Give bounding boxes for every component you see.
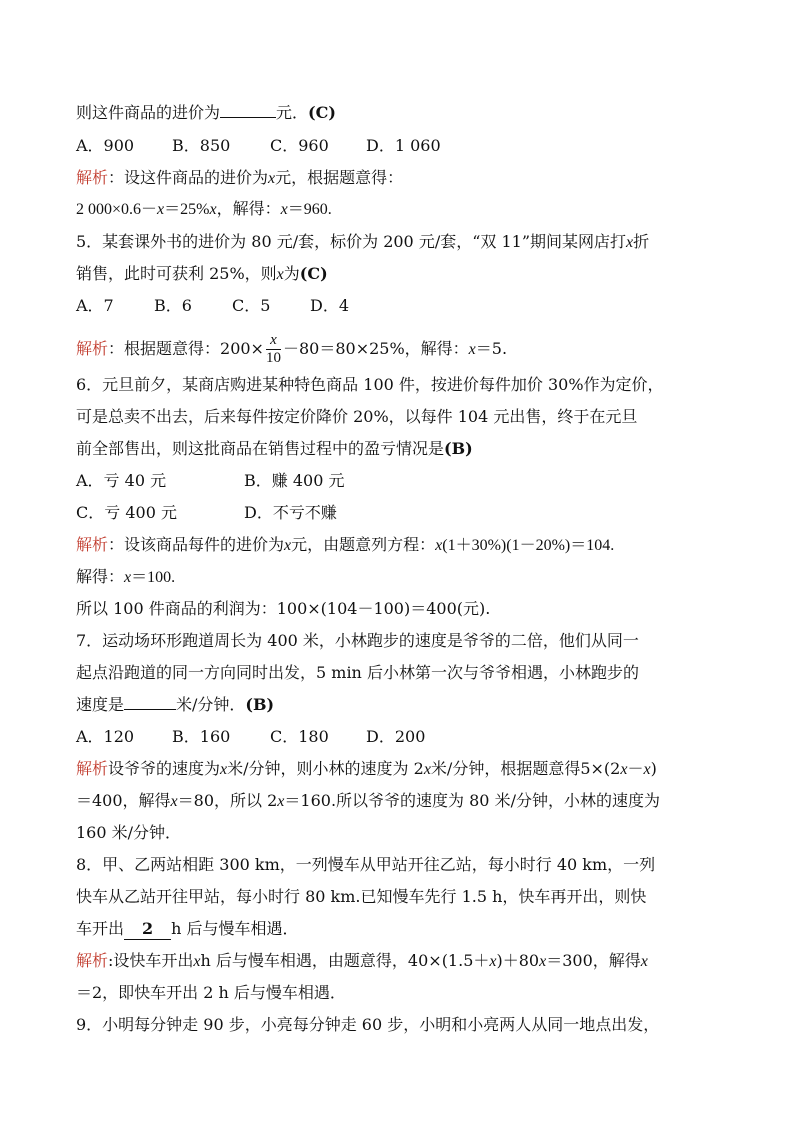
analysis-label: 解析 [76, 951, 109, 970]
q5-option-c: C．5 [232, 296, 271, 315]
question-text: 车开出 [76, 919, 125, 938]
analysis-text: ) [650, 759, 657, 778]
var-x: x [170, 793, 178, 810]
var-x: x [193, 953, 201, 970]
q6-line3 [76, 439, 473, 459]
var-x: x [284, 537, 292, 554]
q5-analysis [76, 332, 507, 367]
answer-blank [220, 103, 276, 118]
q8-analysis-line1 [76, 951, 648, 972]
analysis-text: ＝160.所以爷爷的速度为 80 米/分钟，小林的速度为 [284, 791, 660, 810]
var-x: x [626, 234, 634, 251]
analysis-text: (1＋30%)(1－20%)＝104. [442, 537, 615, 554]
var-x: x [620, 761, 628, 778]
analysis-text: ，解得： [216, 201, 281, 218]
analysis-text: ＝300，解得 [546, 951, 641, 970]
q7-option-a: A．120 [76, 727, 135, 746]
question-text: 折 [633, 232, 650, 251]
q6-analysis-line2 [76, 567, 175, 588]
q8-line3 [76, 919, 299, 940]
q7-option-b: B．160 [172, 727, 231, 746]
q7-option-d: D．200 [366, 727, 426, 746]
q7-answer: (B) [245, 695, 275, 714]
analysis-text: 米/分钟，则小林的速度为 2 [227, 759, 424, 778]
question-text: 为 [283, 264, 300, 283]
question-text: 销售，此时可获利 25%，则 [76, 264, 277, 283]
analysis-text: 2 000×0.6－ [76, 201, 158, 218]
var-x: x [280, 201, 288, 218]
q7-line2: 起点沿跑道的同一方向同时出发，5 min 后小林第一次与爷爷相遇，小林跑步的 [76, 663, 639, 682]
q7-line3 [76, 695, 274, 715]
analysis-text: ：根据题意得：200× [108, 339, 264, 358]
analysis-text: －80＝80×25%，解得： [282, 339, 469, 358]
q4-analysis-line2 [76, 200, 332, 220]
var-x: x [643, 761, 651, 778]
q7-analysis-line3: 160 米/分钟． [76, 823, 182, 842]
q4-option-d: D．1 060 [366, 136, 441, 155]
q4-stem-unit: 元． [276, 103, 309, 122]
q4-option-c: C．960 [270, 136, 329, 155]
q8-analysis-line2: ＝2，即快车开出 2 h 后与慢车相遇． [76, 983, 346, 1002]
analysis-text: ：设这件商品的进价为 [108, 168, 269, 187]
analysis-text: － [627, 759, 644, 778]
q8-answer-fill: 2 [124, 919, 171, 940]
analysis-text: )＋80 [496, 951, 540, 970]
q8-line1: 8．甲、乙两站相距 300 km，一列慢车从甲站开往乙站，每小时行 40 km，一列 [76, 855, 656, 874]
q6-option-d: D．不亏不赚 [244, 503, 337, 522]
q5-option-d: D．4 [310, 296, 350, 315]
var-x: x [209, 201, 217, 218]
fraction [266, 332, 281, 367]
q6-option-c: C．亏 400 元 [76, 503, 177, 522]
analysis-text: ＝5. [475, 339, 508, 358]
q4-option-a: A．900 [76, 136, 135, 155]
analysis-text: ＝960. [287, 201, 332, 218]
analysis-label: 解析 [76, 535, 109, 554]
q7-option-c: C．180 [270, 727, 329, 746]
q6-analysis-line3: 所以 100 件商品的利润为：100×(104－100)＝400(元). [76, 599, 491, 618]
q5-line1 [76, 232, 649, 253]
var-x: x [157, 201, 165, 218]
q6-analysis-line1 [76, 535, 614, 556]
analysis-text: ＝100. [131, 569, 176, 586]
answer-blank [124, 695, 176, 710]
var-x: x [468, 341, 476, 358]
fraction-numerator: x [266, 332, 281, 350]
q6-option-a: A．亏 40 元 [76, 471, 167, 490]
q7-analysis-line2 [76, 791, 660, 812]
var-x: x [276, 266, 284, 283]
q6-line1: 6．元旦前夕，某商店购进某种特色商品 100 件，按进价每件加价 30%作为定价， [76, 375, 664, 394]
q7-line1: 7．运动场环形跑道周长为 400 米，小林跑步的速度是爷爷的二倍，他们从同一 [76, 631, 639, 650]
q6-answer: (B) [444, 439, 473, 458]
analysis-text: ＝80，所以 2 [177, 791, 278, 810]
question-text: 前全部售出，则这批商品在销售过程中的盈亏情况是 [76, 439, 445, 458]
var-x: x [277, 793, 285, 810]
analysis-text: ＝25% [164, 201, 210, 218]
var-x: x [435, 537, 443, 554]
question-text: 米/分钟． [176, 695, 246, 714]
var-x: x [489, 953, 497, 970]
analysis-label: 解析 [76, 759, 109, 778]
question-text: 5．某套课外书的进价为 80 元/套，标价为 200 元/套，“双 11”期间某网店打 [76, 232, 627, 251]
q4-stem [76, 103, 336, 123]
analysis-text: h 后与慢车相遇，由题意得，40×(1.5＋ [200, 951, 490, 970]
var-x: x [220, 761, 228, 778]
q8-line2: 快车从乙站开往甲站，每小时行 80 km.已知慢车先行 1.5 h，快车再开出，则快 [76, 887, 647, 906]
q6-option-b: B．赚 400 元 [244, 471, 345, 490]
q4-answer: (C) [308, 103, 336, 122]
q5-answer: (C) [299, 264, 328, 283]
analysis-text: :设快车开出 [108, 951, 194, 970]
analysis-text: ＝400，解得 [76, 791, 171, 810]
var-x: x [423, 761, 431, 778]
analysis-text: 解得： [76, 567, 125, 586]
fraction-denominator: 10 [265, 350, 281, 366]
analysis-text: ：设该商品每件的进价为 [108, 535, 285, 554]
var-x: x [539, 953, 547, 970]
analysis-label: 解析 [76, 339, 109, 358]
analysis-text: 元，由题意列方程： [291, 535, 436, 554]
q4-analysis-line1 [76, 168, 403, 189]
q9-line1: 9．小明每分钟走 90 步，小亮每分钟走 60 步，小明和小亮两人从同一地点出发， [76, 1015, 660, 1034]
analysis-text: 米/分钟，根据题意得5×(2 [430, 759, 621, 778]
question-text: 速度是 [76, 695, 125, 714]
question-text: h 后与慢车相遇． [171, 919, 299, 938]
q4-stem-text: 则这件商品的进价为 [76, 103, 221, 122]
q4-option-b: B．850 [172, 136, 231, 155]
var-x: x [124, 569, 132, 586]
var-x: x [640, 953, 648, 970]
q7-analysis-line1 [76, 759, 657, 780]
q5-line2 [76, 264, 328, 285]
analysis-text: 元，根据题意得： [275, 168, 404, 187]
var-x: x [268, 170, 276, 187]
q5-option-b: B．6 [154, 296, 192, 315]
q6-line2: 可是总卖不出去，后来每件按定价降价 20%，以每件 104 元出售，终于在元旦 [76, 407, 638, 426]
analysis-label: 解析 [76, 168, 109, 187]
analysis-text: 设爷爷的速度为 [108, 759, 221, 778]
q5-option-a: A．7 [76, 296, 114, 315]
